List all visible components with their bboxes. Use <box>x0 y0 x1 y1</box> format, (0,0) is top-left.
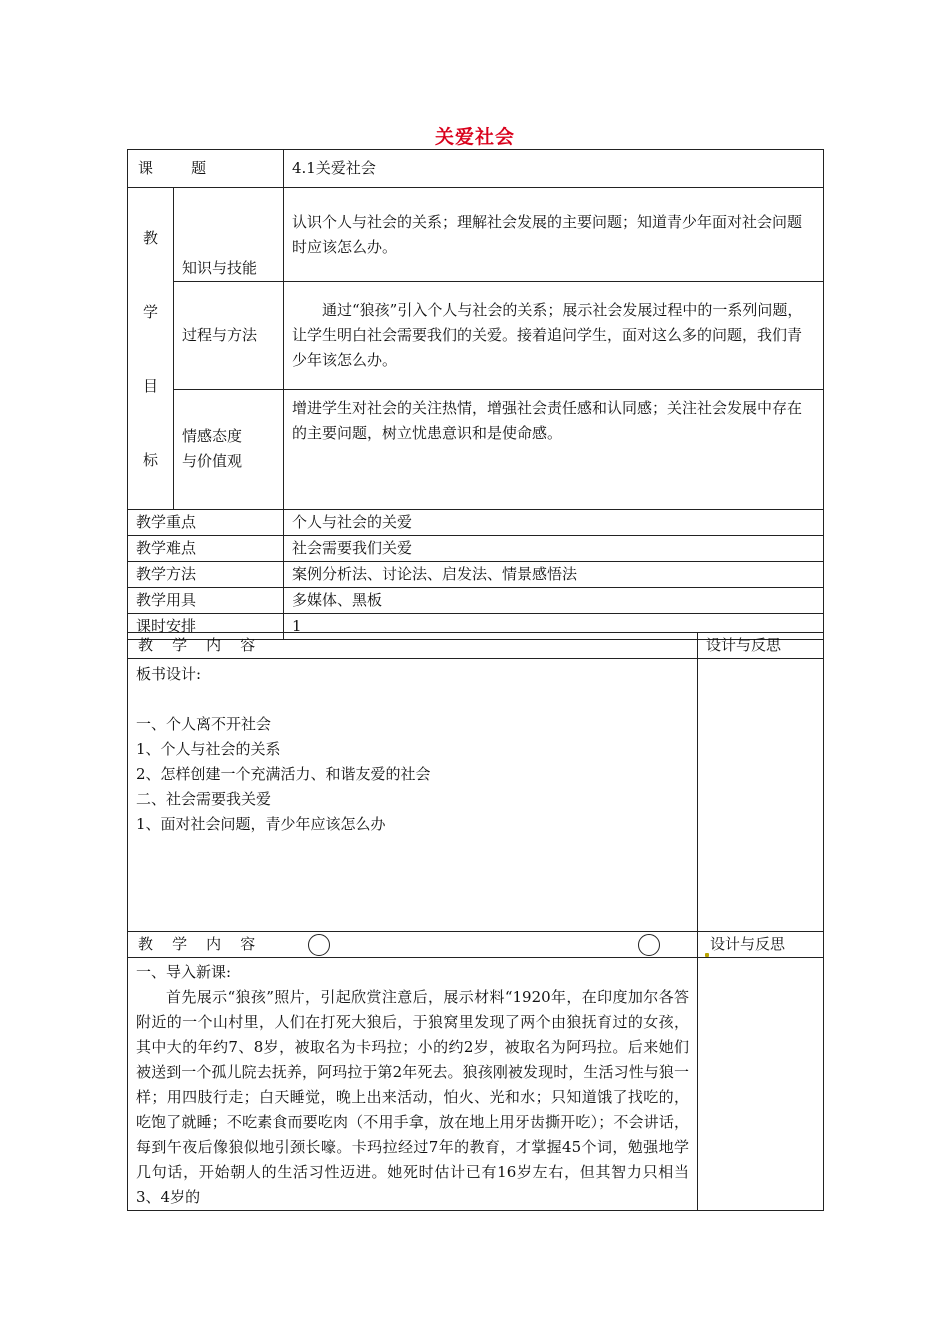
board-design-table <box>127 632 824 932</box>
board-line: 1、面对社会问题，青少年应该怎么办 <box>136 815 386 833</box>
objective-text-knowledge: 认识个人与社会的关系；理解社会发展的主要问题；知道青少年面对社会问题时应该怎么办。 <box>284 188 824 282</box>
info-label: 教学难点 <box>128 536 284 562</box>
objective-label-attitude <box>174 390 284 510</box>
info-value: 1 <box>284 614 824 640</box>
objectives-label-char: 目 <box>142 376 158 395</box>
circle-mark-icon <box>638 934 660 956</box>
board-design-content <box>128 659 698 932</box>
info-label: 教学重点 <box>128 510 284 536</box>
reflection-cell <box>698 659 824 932</box>
board-title: 板书设计: <box>136 665 202 683</box>
lesson-heading: 一、导入新课: <box>136 963 232 981</box>
board-line: 1、个人与社会的关系 <box>136 740 281 758</box>
info-label: 教学用具 <box>128 588 284 614</box>
objective-label-process: 过程与方法 <box>174 282 284 390</box>
topic-label: 课 题 <box>128 150 284 188</box>
objective-row-knowledge <box>128 188 824 282</box>
info-label: 教学方法 <box>128 562 284 588</box>
objectives-label-char: 学 <box>142 302 158 321</box>
lesson-row <box>128 958 824 1211</box>
lesson-plan-table <box>127 149 824 640</box>
info-label: 课时安排 <box>128 614 284 640</box>
objectives-label-char: 标 <box>142 450 158 469</box>
lesson-content <box>128 958 698 1211</box>
reflection-cell-2 <box>698 958 824 1211</box>
reflection-header-text: 设计与反思 <box>710 935 786 953</box>
info-row <box>128 536 824 562</box>
info-value: 案例分析法、讨论法、启发法、情景感悟法 <box>284 562 824 588</box>
objective-text-attitude: 增进学生对社会的关注热情，增强社会责任感和认同感；关注社会发展中存在的主要问题，树立忧患意识和是使命感。 <box>284 390 824 510</box>
board-line: 二、社会需要我关爱 <box>136 790 272 808</box>
objective-label-attitude-line2: 与价值观 <box>182 452 243 470</box>
objective-label-attitude-line1: 情感态度 <box>182 427 243 445</box>
content-header-label-text: 教 学 内 容 <box>138 935 256 953</box>
content-header-label: 教 学 内 容 <box>128 633 698 659</box>
objective-text-process: 通过“狼孩”引入个人与社会的关系；展示社会发展过程中的一系列问题，让学生明白社会需要我们的关爱。接着追问学生，面对这么多的问题，我们青少年该怎么办。 <box>284 282 824 390</box>
board-line: 一、个人离不开社会 <box>136 715 272 733</box>
content-header-row-2 <box>128 932 824 958</box>
content-header-row <box>128 633 824 659</box>
objective-label-knowledge: 知识与技能 <box>174 188 284 282</box>
lesson-paragraph: 首先展示“狼孩”照片，引起欣赏注意后，展示材料“1920年，在印度加尔各答附近的一个山村里，人们在打死大狼后，于狼窝里发现了两个由狼抚育过的女孩，其中大的年约7、8岁，被取名为卡玛拉；小的约2岁，被取名为阿玛拉。后来她们被送到一个孤儿院去抚养，阿玛拉于第2年死去。狼孩刚被发现时，生活习性与狼一样；用四肢行走；白天睡觉，晚上出来活动，怕火、光和水；只知道饿了找吃的，吃饱了就睡；不吃素食而要吃肉（不用手拿，放在地上用牙齿撕开吃）；不会讲话，每到午夜后像狼似地引颈长嚎。卡玛拉经过7年的教育，才掌握45个词，勉强地学几句话，开始朝人的生活习性迈进。她死时估计已有16岁左右，但其智力只相当3、4岁的 <box>136 988 689 1206</box>
topic-row <box>128 150 824 188</box>
lesson-content-table <box>127 931 824 1211</box>
reflection-header: 设计与反思 <box>698 633 824 659</box>
info-value: 个人与社会的关爱 <box>284 510 824 536</box>
circle-mark-icon <box>308 934 330 956</box>
topic-value: 4.1关爱社会 <box>284 150 824 188</box>
objective-row-process <box>128 282 824 390</box>
content-header-label-2 <box>128 932 698 958</box>
board-line: 2、怎样创建一个充满活力、和谐友爱的社会 <box>136 765 431 783</box>
board-design-row <box>128 659 824 932</box>
objectives-label-char: 教 <box>142 228 158 247</box>
reflection-header-2 <box>698 932 824 958</box>
info-value: 社会需要我们关爱 <box>284 536 824 562</box>
page-title: 关爱社会 <box>434 126 515 148</box>
objectives-label <box>128 188 174 510</box>
info-row <box>128 588 824 614</box>
highlight-mark-icon <box>705 953 709 957</box>
info-row <box>128 562 824 588</box>
objective-row-attitude <box>128 390 824 510</box>
info-value: 多媒体、黑板 <box>284 588 824 614</box>
info-row <box>128 510 824 536</box>
